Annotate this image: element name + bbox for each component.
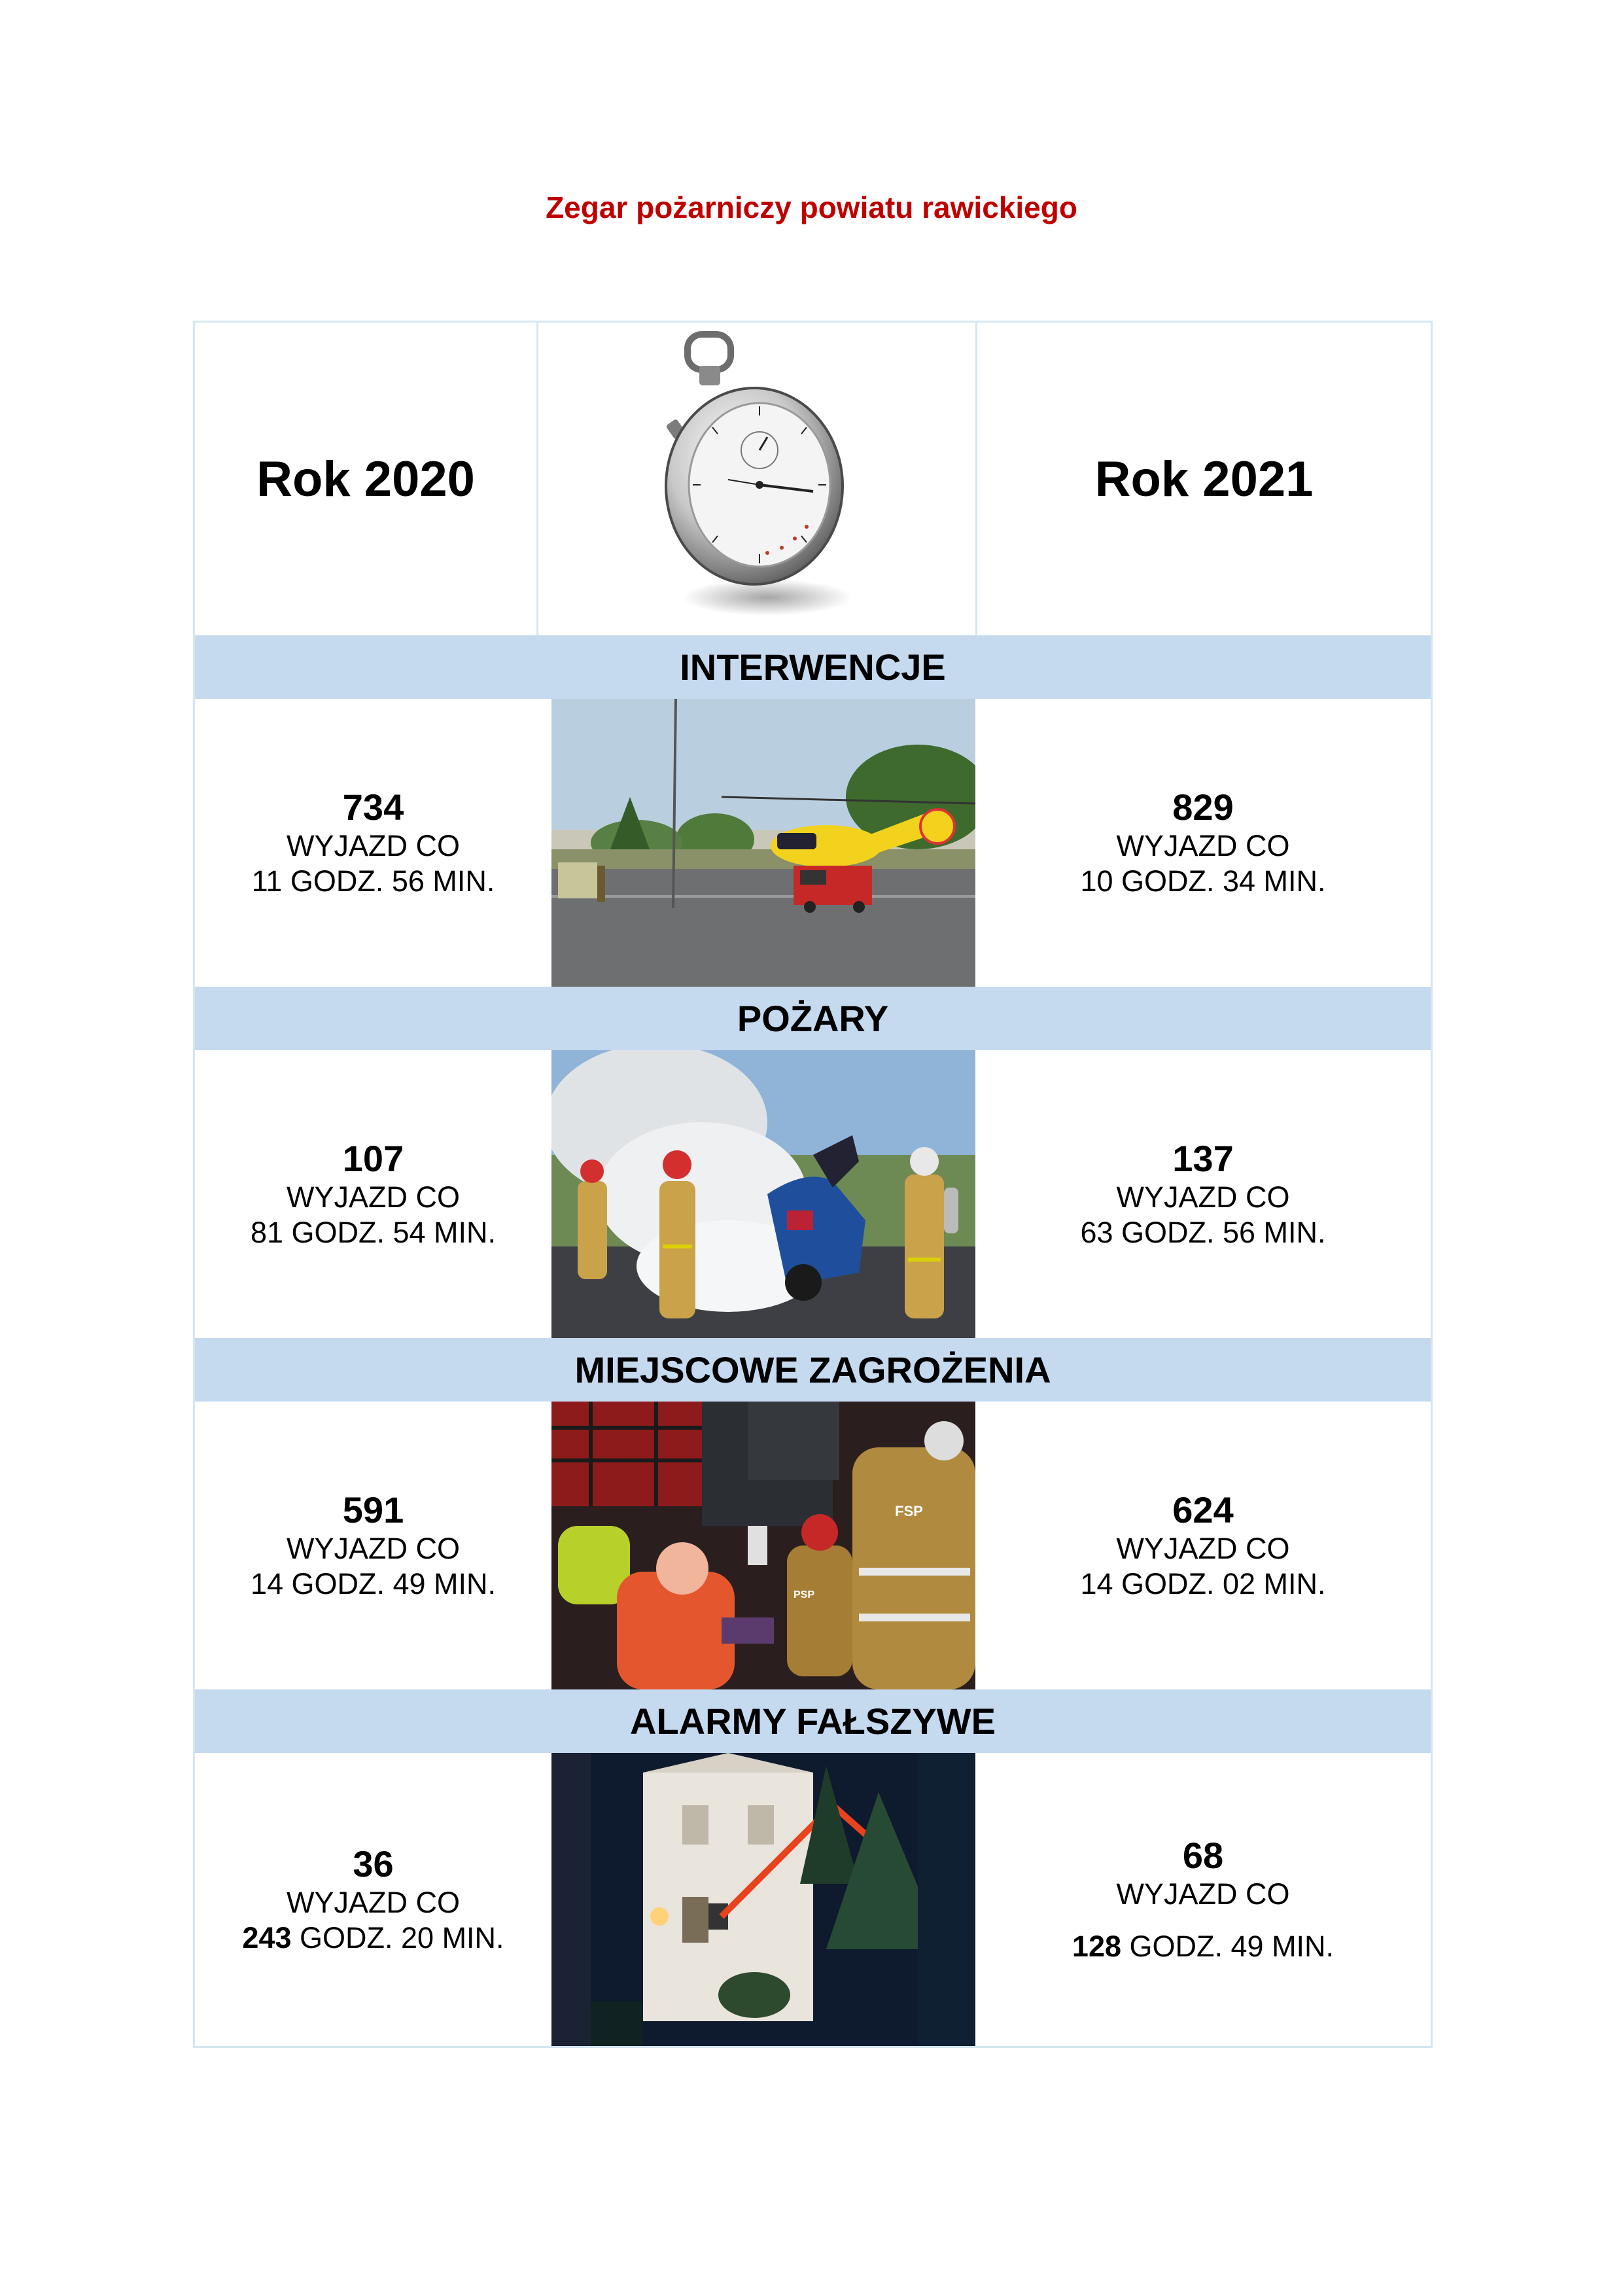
stat-2020-miejscowe: [195, 1402, 551, 1689]
count-value: 137: [1172, 1138, 1234, 1179]
stat-2021-interwencje: [975, 699, 1431, 987]
stat-2020-pozary: [195, 1050, 551, 1338]
count-value: 624: [1172, 1489, 1234, 1530]
count-value: 107: [342, 1138, 404, 1179]
stat-label: WYJAZD CO: [1116, 1180, 1290, 1214]
section-header-alarmy-falszywe: ALARMY FAŁSZYWE: [195, 1689, 1431, 1753]
stat-2021-miejscowe: [975, 1402, 1431, 1689]
stat-interval: 10 GODZ. 34 MIN.: [1080, 864, 1326, 898]
stat-interval: 14 GODZ. 49 MIN.: [250, 1567, 497, 1600]
stat-interval: 11 GODZ. 56 MIN.: [251, 864, 495, 898]
stat-label: WYJAZD CO: [287, 829, 460, 862]
count-value: 734: [342, 786, 404, 828]
stat-label: WYJAZD CO: [1116, 1532, 1290, 1565]
stat-2020-alarmy: [195, 1753, 551, 2046]
section-header-interwencje: INTERWENCJE: [195, 635, 1431, 699]
year-2020-header: Rok 2020: [256, 451, 475, 507]
svg-text:FSP: FSP: [895, 1503, 923, 1519]
page-title: Zegar pożarniczy powiatu rawickiego: [546, 190, 1077, 224]
stat-interval: 14 GODZ. 02 MIN.: [1080, 1567, 1326, 1600]
stat-2020-interwencje: [195, 699, 551, 987]
stat-label: WYJAZD CO: [1116, 829, 1290, 862]
stat-2021-pozary: [975, 1050, 1431, 1338]
count-value: 68: [1182, 1835, 1224, 1876]
stat-2021-alarmy: [975, 1753, 1431, 2046]
year-2021-header: Rok 2021: [1094, 451, 1314, 507]
count-value: 591: [342, 1489, 404, 1530]
section-header-pozary: POŻARY: [195, 987, 1431, 1050]
stat-label: WYJAZD CO: [287, 1180, 460, 1214]
stopwatch-image: [538, 323, 975, 635]
svg-text:PSP: PSP: [794, 1589, 815, 1600]
stat-interval: 81 GODZ. 54 MIN.: [250, 1216, 497, 1249]
stat-interval: 128 GODZ. 49 MIN.: [1072, 1930, 1335, 1963]
stat-label: WYJAZD CO: [287, 1532, 460, 1565]
count-value: 36: [353, 1843, 394, 1884]
stat-label: WYJAZD CO: [1116, 1877, 1290, 1911]
photo-rescue: [551, 1402, 975, 1689]
stopwatch-icon: [538, 323, 975, 635]
stat-interval: 243 GODZ. 20 MIN.: [242, 1921, 504, 1954]
photo-car-fire: [551, 1050, 975, 1338]
photo-building-ladder: [551, 1753, 975, 2046]
stats-table: [193, 321, 1433, 2048]
stat-interval: 63 GODZ. 56 MIN.: [1080, 1216, 1326, 1249]
photo-helicopter: [551, 699, 975, 987]
section-header-miejscowe-zagrozenia: MIEJSCOWE ZAGROŻENIA: [195, 1338, 1431, 1402]
stat-label: WYJAZD CO: [287, 1886, 460, 1919]
count-value: 829: [1172, 786, 1234, 828]
